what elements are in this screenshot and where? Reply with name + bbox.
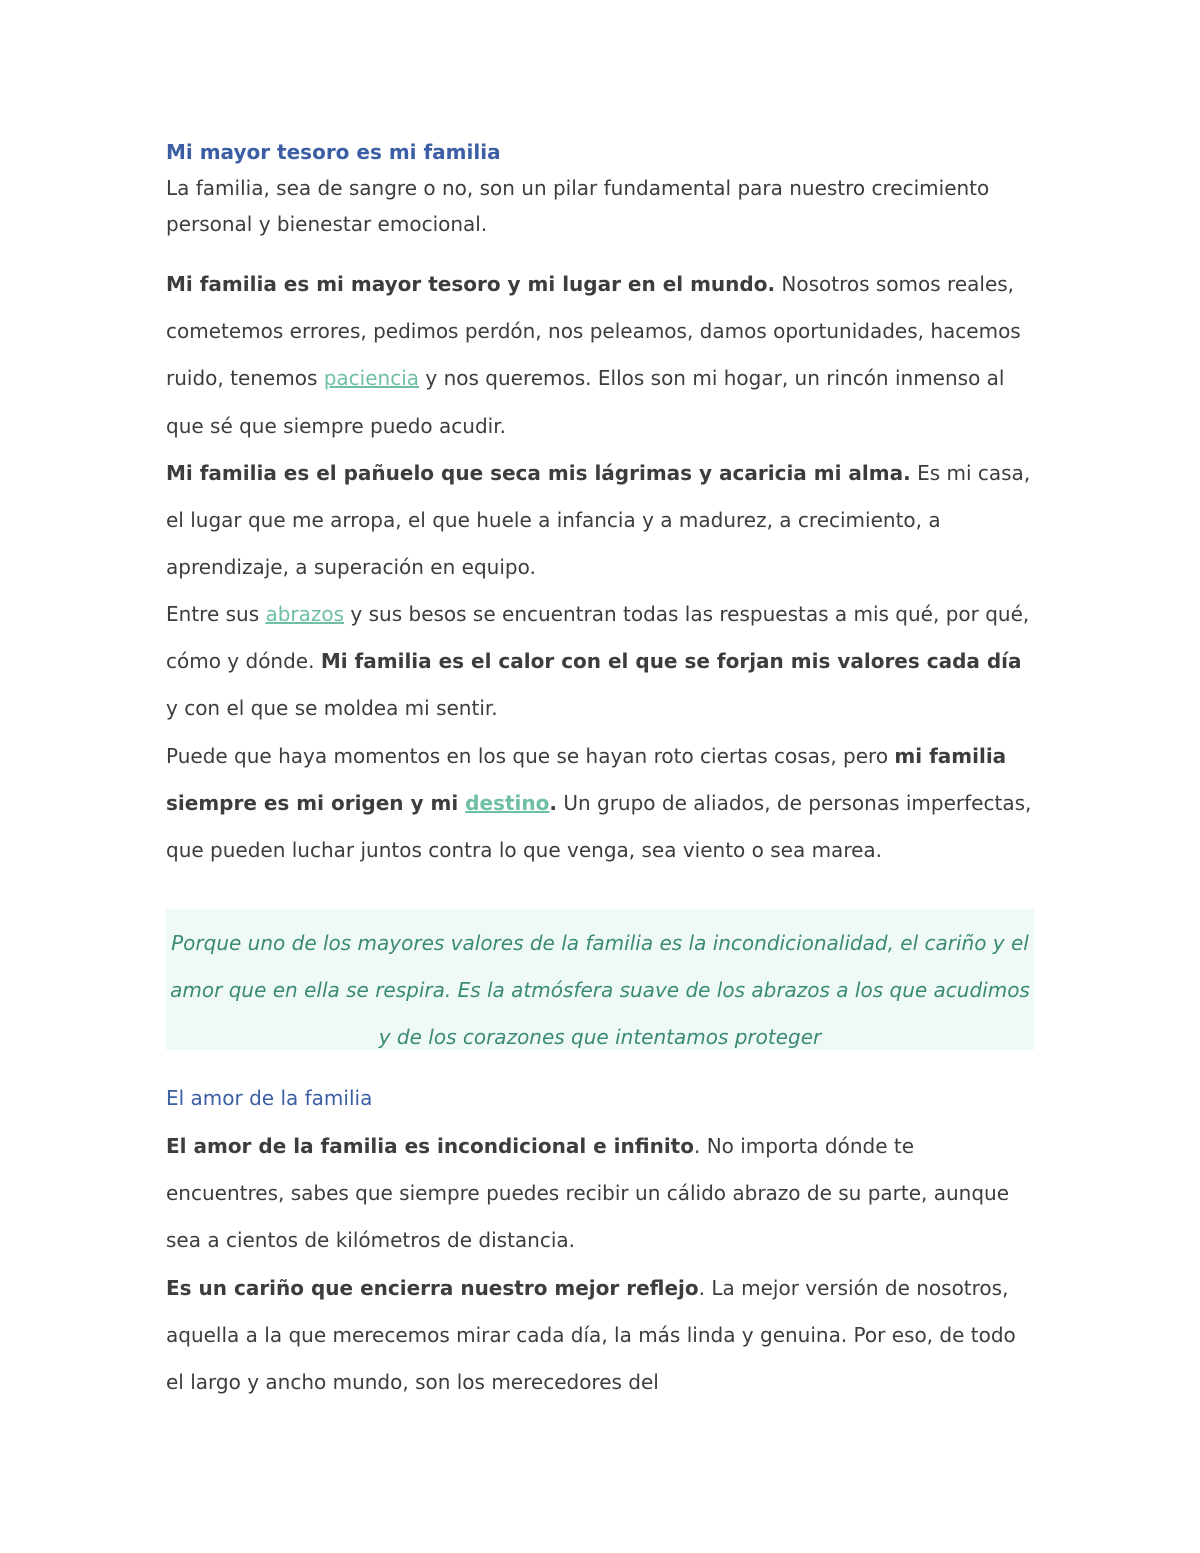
- paragraph-text: Entre sus: [166, 602, 266, 626]
- paragraph-bold-lead: Es un cariño que encierra nuestro mejor reflejo: [166, 1276, 699, 1300]
- paragraph-abrazos: [166, 591, 1034, 733]
- section-heading-amor: El amor de la familia: [166, 1086, 373, 1110]
- blockquote: [166, 909, 1034, 1050]
- paragraph-bold-inline: Mi familia es el calor con el que se forjan mis valores cada día: [320, 649, 1022, 674]
- bold-text: mi familia siempre es mi origen y mi: [166, 744, 1007, 816]
- article-title: Mi mayor tesoro es mi familia: [166, 140, 501, 164]
- paragraph-text: Es mi casa, el lugar que me arropa, el que huele a infancia y a madurez, a crecimiento, a aprendizaje, a superación en equipo.: [166, 461, 1031, 580]
- paragraph-text: y sus besos se encuentran todas las respuestas a mis qué, por qué, cómo y dónde.: [166, 602, 1030, 674]
- paragraph-text: . La mejor versión de nosotros, aquella a la que merecemos mirar cada día, la más linda y genuina. Por eso, de todo el largo y ancho mundo, son los merecedores del: [166, 1276, 1016, 1395]
- paragraph-mi-familia-tesoro: [166, 261, 1034, 450]
- paragraph-bold-lead: Mi familia es mi mayor tesoro y mi lugar en el mundo.: [166, 272, 776, 296]
- paragraph-text: Puede que haya momentos en los que se hayan roto ciertas cosas, pero: [166, 744, 895, 768]
- paragraph-bold-lead: Mi familia es el pañuelo que seca mis lágrimas y acaricia mi alma.: [166, 461, 911, 485]
- link-destino[interactable]: destino: [465, 791, 550, 816]
- paragraph-text: y nos queremos. Ellos son mi hogar, un rincón inmenso al que sé que siempre puedo acudir.: [166, 366, 1005, 438]
- paragraph-origen-destino: [166, 733, 1034, 875]
- paragraph-text: y con el que se moldea mi sentir.: [166, 696, 498, 721]
- paragraph-text: . No importa dónde te encuentres, sabes que siempre puedes recibir un cálido abrazo de su parte, aunque sea a cientos de kilómetros de distancia.: [166, 1134, 1010, 1253]
- blockquote-text: Porque uno de los mayores valores de la familia es la incondicionalidad, el cariño y el amor que en ella se respira. Es la atmósfera suave de los abrazos a los que acudimos y de los corazones que intentamos proteger: [170, 931, 1030, 1049]
- paragraph-bold-lead: El amor de la familia es incondicional e infinito: [166, 1134, 694, 1158]
- link-paciencia[interactable]: paciencia: [323, 366, 420, 391]
- article-subtitle: La familia, sea de sangre o no, son un pilar fundamental para nuestro crecimiento personal y bienestar emocional.: [166, 176, 990, 236]
- bold-period: .: [549, 791, 557, 816]
- paragraph-mejor-reflejo: [166, 1265, 1034, 1407]
- paragraph-amor-incondicional: [166, 1123, 1034, 1265]
- paragraph-text: Un grupo de aliados, de personas imperfectas, que pueden luchar juntos contra lo que venga, sea viento o sea marea.: [166, 791, 1032, 863]
- paragraph-panuelo: [166, 450, 1034, 592]
- link-abrazos[interactable]: abrazos: [265, 602, 345, 626]
- paragraph-text: Nosotros somos reales, cometemos errores, pedimos perdón, nos peleamos, damos oportunidades, hacemos ruido, tenemos: [166, 272, 1021, 391]
